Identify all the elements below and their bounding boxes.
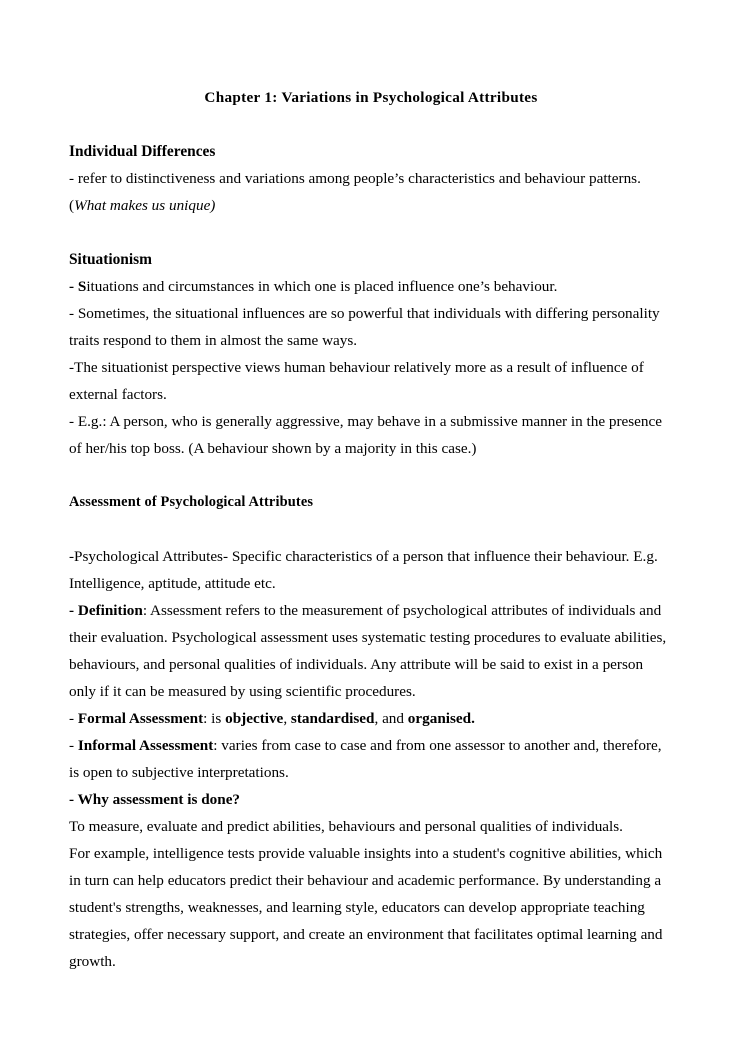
- heading-situationism: Situationism: [69, 251, 152, 268]
- definition-text: : Assessment refers to the measurement of psychological attributes of individuals and their evaluation. Psychological assessment uses systematic testing procedures to evaluate abilities, behaviours, and personal qualities of individuals. Any attribute will be said to exist in a person only if it can be measured by using scientific procedures.: [69, 602, 667, 700]
- assessment-formal: [69, 705, 673, 732]
- formal-dash: -: [69, 710, 78, 727]
- heading-why-assessment: - Why assessment is done?: [69, 791, 241, 808]
- heading-assessment: Assessment of Psychological Attributes: [69, 494, 314, 510]
- spacer: [69, 516, 673, 543]
- spacer: [69, 462, 673, 489]
- why-assessment-line-2: For example, intelligence tests provide valuable insights into a student's cognitive abilities, which in turn can help educators predict their behaviour and academic performance. By understanding a student's strengths, weaknesses, and learning style, educators can develop appropriate teaching strategies, offer necessary support, and create an environment that facilitates optimal learning and growth.: [69, 845, 663, 970]
- assessment-definition: [69, 597, 673, 705]
- formal-separator-1: ,: [283, 710, 291, 727]
- situationism-line-1: [69, 273, 673, 300]
- formal-term-objective: objective: [225, 710, 284, 727]
- page-title: Chapter 1: Variations in Psychological Attributes: [204, 89, 538, 106]
- situationism-line-3: -The situationist perspective views human behaviour relatively more as a result of influence of external factors.: [69, 359, 644, 403]
- situationism-line-1-rest: ituations and circumstances in which one is placed influence one’s behaviour.: [86, 278, 558, 295]
- heading-individual-differences: Individual Differences: [69, 143, 216, 160]
- individual-differences-line-2: [69, 192, 673, 219]
- situationism-line-2: - Sometimes, the situational influences are so powerful that individuals with differing personality traits respond to them in almost the same ways.: [69, 305, 660, 349]
- assessment-informal: [69, 732, 673, 786]
- formal-assessment-label: Formal Assessment: [77, 710, 204, 727]
- formal-colon: : is: [203, 710, 226, 727]
- assessment-psych-attributes: -Psychological Attributes- Specific characteristics of a person that influence their behaviour. E.g. Intelligence, aptitude, attitude etc.: [69, 548, 658, 592]
- formal-separator-2: , and: [374, 710, 408, 727]
- document-body: [69, 84, 673, 975]
- formal-term-organised: organised.: [407, 710, 475, 727]
- situationism-line-4: - E.g.: A person, who is generally aggressive, may behave in a submissive manner in the presence of her/his top boss. (A behaviour shown by a majority in this case.): [69, 413, 662, 457]
- informal-assessment-label: Informal Assessment: [77, 737, 214, 754]
- formal-term-standardised: standardised: [290, 710, 375, 727]
- informal-assessment-text: : varies from case to case and from one assessor to another and, therefore, is open to subjective interpretations.: [69, 737, 662, 781]
- definition-label: - Definition: [69, 602, 143, 619]
- individual-differences-line-1: - refer to distinctiveness and variations among people’s characteristics and behaviour patterns.: [69, 170, 641, 187]
- paren-open: (: [69, 197, 75, 214]
- individual-differences-italic-note: What makes us unique): [74, 197, 216, 214]
- why-assessment-line-1: To measure, evaluate and predict abilities, behaviours and personal qualities of individuals.: [69, 818, 623, 835]
- spacer: [69, 219, 673, 246]
- spacer: [69, 111, 673, 138]
- situationism-line-1-bold-lead: - S: [69, 278, 87, 295]
- informal-dash: -: [69, 737, 78, 754]
